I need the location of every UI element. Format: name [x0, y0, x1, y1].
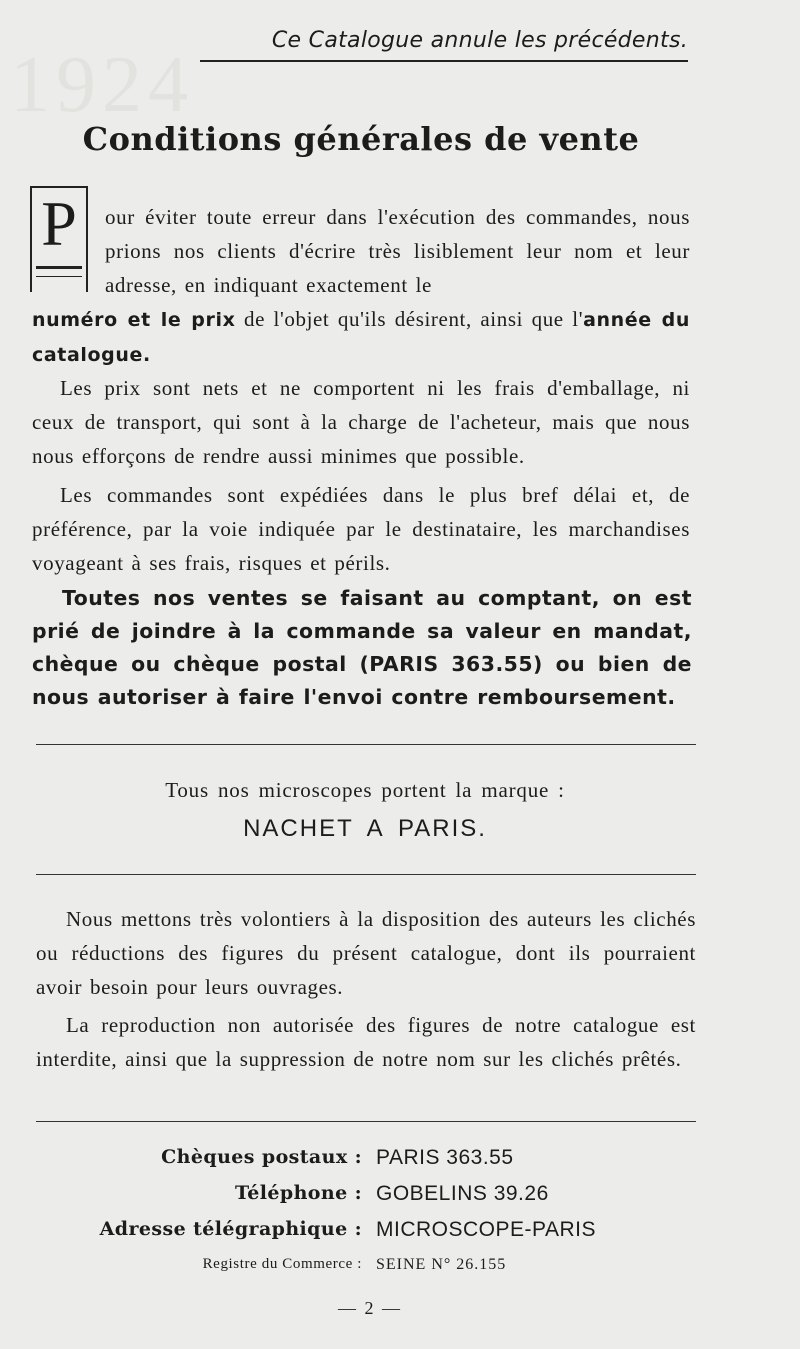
para1-bold-number-price: numéro et le prix [32, 309, 236, 331]
page-number: — 2 — [338, 1298, 402, 1318]
divider-3 [36, 1121, 696, 1122]
paragraph-figures-availability: Nous mettons très volontiers à la disposition des auteurs les clichés ou réductions des figures du présent catalogue, dont ils pourraient avoir besoin pour leurs ouvrages. [36, 907, 696, 999]
divider-1 [36, 744, 696, 745]
contact-row-cheques [0, 1146, 800, 1180]
contact-value: PARIS 363.55 [376, 1146, 514, 1169]
paragraph-prices: Les prix sont nets et ne comportent ni les frais d'emballage, ni ceux de transport, qui sont à la charge de l'acheteur, mais que nous nous efforçons de rendre aussi minimes que possible. [32, 376, 690, 468]
contact-value: GOBELINS 39.26 [376, 1182, 549, 1205]
page-title: Conditions générales de vente [82, 120, 640, 158]
marque-text: Tous nos microscopes portent la marque : [165, 778, 565, 802]
header-note: Ce Catalogue annule les précédents. [271, 28, 688, 53]
para1-lead: our éviter toute erreur dans l'exécution des commandes, nous prions nos clients d'écrire très lisiblement leur nom et leur adresse, en indiquant exactement le [105, 205, 690, 297]
paragraph-reproduction-notice: La reproduction non autorisée des figures de notre catalogue est interdite, ainsi que la suppression de notre nom sur les clichés prêtés. [36, 1013, 696, 1071]
contact-row-registry [0, 1256, 800, 1290]
contact-value: MICROSCOPE-PARIS [376, 1218, 596, 1241]
paragraph-order-instructions-end [32, 302, 690, 372]
drop-cap-thick-rule [36, 266, 82, 269]
marque-brand: NACHET A PARIS. [243, 815, 487, 842]
contact-row-telegraph [0, 1218, 800, 1252]
header-underline [200, 60, 688, 62]
paragraph-shipping: Les commandes sont expédiées dans le plus bref délai et, de préférence, par la voie indiquée par le destinataire, les marchandises voyageant à ses frais, risques et périls. [32, 483, 690, 575]
paragraph-payment [32, 582, 692, 714]
show-through-year: 1924 [10, 41, 194, 129]
contact-label: Adresse télégraphique : [99, 1218, 362, 1240]
contact-label: Téléphone : [234, 1182, 362, 1204]
para4-text: Toutes nos ventes se faisant au comptant, on est prié de joindre à la commande sa valeur en mandat, chèque ou chèque postal (PARIS 363.55) ou bien de nous autoriser à faire l'envoi contre remboursement. [32, 586, 692, 709]
divider-2 [36, 874, 696, 875]
contact-row-telephone [0, 1182, 800, 1216]
paragraph-order-instructions [105, 200, 690, 302]
contact-label: Chèques postaux : [161, 1146, 362, 1168]
para1-bold-year: année du catalogue. [32, 309, 690, 366]
contact-value: SEINE N° 26.155 [376, 1256, 507, 1273]
drop-cap-letter: P [41, 188, 77, 259]
drop-cap-frame [30, 186, 88, 292]
drop-cap-thin-rule [36, 276, 82, 277]
contact-label: Registre du Commerce : [202, 1256, 362, 1272]
para1-mid: de l'objet qu'ils désirent, ainsi que l' [243, 307, 584, 331]
